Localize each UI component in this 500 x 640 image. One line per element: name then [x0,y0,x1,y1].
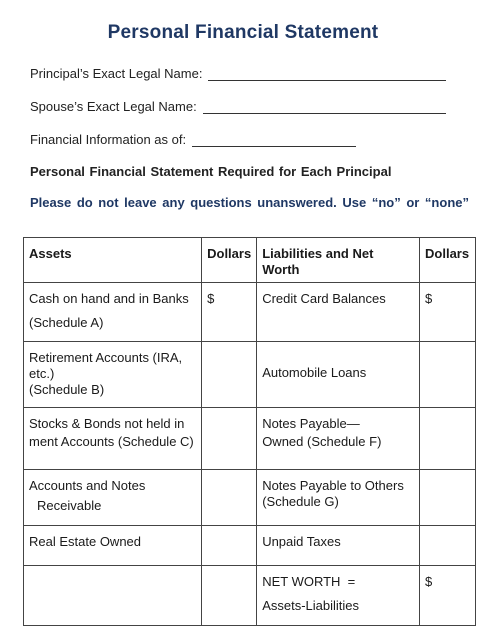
table-header-row [24,238,476,283]
financial-table [23,237,476,626]
requirement-note: Personal Financial Statement Required for Each Principal [30,164,392,179]
asset-cell [24,408,202,470]
header-dollars: Dollars [202,238,257,283]
liability-cell [257,283,420,342]
asset-cell [24,342,202,408]
asset-dollars-cell[interactable] [202,408,257,470]
liability-label: Notes Payable— [262,416,360,431]
financial-date-input-line[interactable] [192,134,356,147]
header-dollars: Dollars [420,238,476,283]
asset-label: Retirement Accounts (IRA, [29,350,183,365]
asset-label: Accounts and Notes [29,478,146,493]
asset-dollars-cell[interactable] [202,470,257,526]
table-row [24,342,476,408]
net-worth-cell [257,566,420,626]
table-row [24,470,476,526]
spouse-name-label: Spouse’s Exact Legal Name: [30,99,197,114]
liability-cell [257,342,420,408]
warning-note: Please do not leave any questions unanswered. Use “no” or “none” [30,195,469,210]
principal-name-label: Principal’s Exact Legal Name: [30,66,203,81]
liability-cell [257,470,420,526]
page-title: Personal Financial Statement [107,22,379,43]
liability-label: Credit Card Balances [262,291,386,306]
liability-schedule: Owned (Schedule F) [262,434,382,449]
asset-label-cont: Receivable [37,498,102,513]
asset-label: Real Estate Owned [29,534,142,549]
financial-date-label: Financial Information as of: [30,132,187,147]
liability-label: Automobile Loans [262,364,367,380]
liability-cell [257,526,420,566]
asset-label-cont: etc.) [29,366,55,381]
asset-label: Stocks & Bonds not held in [29,416,185,431]
liability-dollars-cell[interactable] [420,526,476,566]
asset-label-cont: ment Accounts (Schedule C) [29,434,194,449]
header-assets: Assets [24,238,202,283]
asset-label: Cash on hand and in Banks [29,291,189,306]
asset-cell [24,526,202,566]
table-row [24,526,476,566]
asset-cell[interactable] [24,566,202,626]
header-liabilities: Liabilities and Net Worth [257,238,420,283]
liability-label: Notes Payable to Others [262,478,404,493]
asset-dollars-cell[interactable] [202,566,257,626]
principal-name-input-line[interactable] [208,68,446,81]
asset-cell [24,470,202,526]
table-row [24,408,476,470]
liability-dollars-cell[interactable] [420,342,476,408]
asset-dollars-cell[interactable] [202,526,257,566]
spouse-name-input-line[interactable] [203,101,446,114]
asset-schedule: (Schedule B) [29,382,105,397]
table-row [24,283,476,342]
liability-dollars-cell[interactable]: $ [420,283,476,342]
table-row [24,566,476,626]
asset-schedule: (Schedule A) [29,315,104,330]
principal-name-field [30,66,446,81]
net-worth-label: NET WORTH = [262,574,356,589]
liability-cell [257,408,420,470]
asset-dollars-cell[interactable]: $ [202,283,257,342]
net-worth-formula: Assets-Liabilities [262,598,360,613]
asset-cell [24,283,202,342]
liability-schedule: (Schedule G) [262,494,339,509]
liability-dollars-cell[interactable] [420,408,476,470]
financial-date-field [30,132,356,147]
asset-dollars-cell[interactable] [202,342,257,408]
spouse-name-field [30,99,446,114]
net-worth-dollars-cell[interactable]: $ [420,566,476,626]
liability-label: Unpaid Taxes [262,534,341,549]
liability-dollars-cell[interactable] [420,470,476,526]
